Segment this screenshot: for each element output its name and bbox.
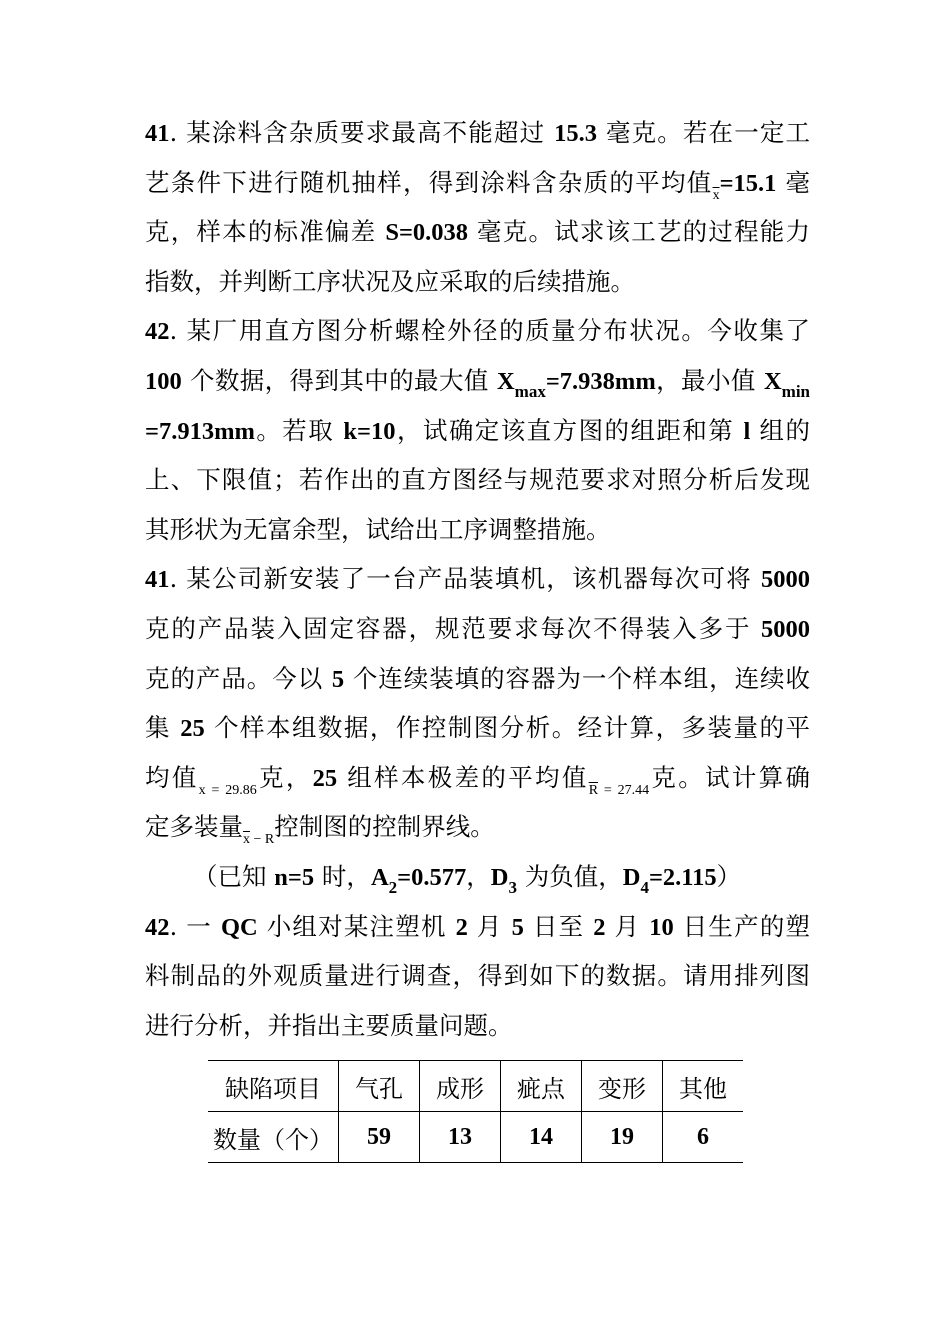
q42b-line-1: 42. 一 QC 小组对某注塑机 2 月 5 日至 2 月 10 日生产的塑 [145,911,811,941]
defect-table-header-row [208,1061,743,1112]
q42b-line-3: 进行分析，并指出主要质量问题。 [145,1010,513,1040]
defect-table-count-row [208,1112,743,1163]
q41b-line-2: 克的产品装入固定容器，规范要求每次不得装入多于 5000 [145,613,810,643]
q42a-line-1: 42. 某厂用直方图分析螺栓外径的质量分布状况。今收集了 [145,316,810,346]
defect-table-header-cell: 缺陷项目 [208,1061,339,1112]
defect-count-cell: 13 [420,1112,501,1163]
defect-table-header-cell: 疵点 [501,1061,582,1112]
q41a-line-4: 指数，并判断工序状况及应采取的后续措施。 [145,266,635,296]
q41b-known-values: （已知 n=5 时，$A_2=0.577$，$D_3$ 为负值，$D_4=2.115$） [193,861,742,897]
defect-table-header-cell: 成形 [420,1061,501,1112]
q41b-line-3: 克的产品。今以 5 个连续装填的容器为一个样本组，连续收 [145,663,810,693]
defect-count-cell: 6 [663,1112,744,1163]
defect-table-header-cell: 气孔 [339,1061,420,1112]
q41a-line-1: 41. 某涂料含杂质要求最高不能超过 15.3 毫克。若在一定工 [145,118,810,147]
q41b-line-5: 均值$_{x = 29.86}$克，25 组样本极差的平均值$_{\overline{R}}$ $_{= 27.44}$克。试计算确 [145,762,811,798]
document-body [145,108,810,1050]
q41b-line-4: 集 25 个样本组数据，作控制图分析。经计算，多装量的平 [145,713,810,743]
defect-count-cell: 14 [501,1112,582,1163]
q41a-line-2: 艺条件下进行随机抽样，得到涂料含杂质的平均值$_{\overline{x}}$=15.1 毫 [145,167,810,203]
defect-count-cell: 19 [582,1112,663,1163]
q41a-line-3: 克，样本的标准偏差 S=0.038 毫克。试求该工艺的过程能力 [145,217,810,247]
defect-table-header-cell: 其他 [663,1061,744,1112]
defect-table [208,1060,743,1163]
q41b-line-1: 41. 某公司新安装了一台产品装填机，该机器每次可将 5000 [145,564,810,594]
defect-table-row-label: 数量（个） [208,1112,339,1163]
q42a-line-3: =7.913mm。若取 k=10，试确定该直方图的组距和第 l 组的 [145,415,810,445]
q42a-line-4: 上、下限值；若作出的直方图经与规范要求对照分析后发现 [145,465,810,495]
q42a-line-2: 100 个数据，得到其中的最大值 $X_{max}=7.938mm$，最小值 $X_{min}$ [145,365,810,401]
q42a-line-5: 其形状为无富余型，试给出工序调整措施。 [145,514,611,544]
defect-count-cell: 59 [339,1112,420,1163]
q42b-line-2: 料制品的外观质量进行调查，得到如下的数据。请用排列图 [145,961,810,991]
q41b-line-6: 定多装量$_{\overline{x}}$ $_{- R}$控制图的控制界线。 [145,812,495,848]
defect-table-header-cell: 变形 [582,1061,663,1112]
